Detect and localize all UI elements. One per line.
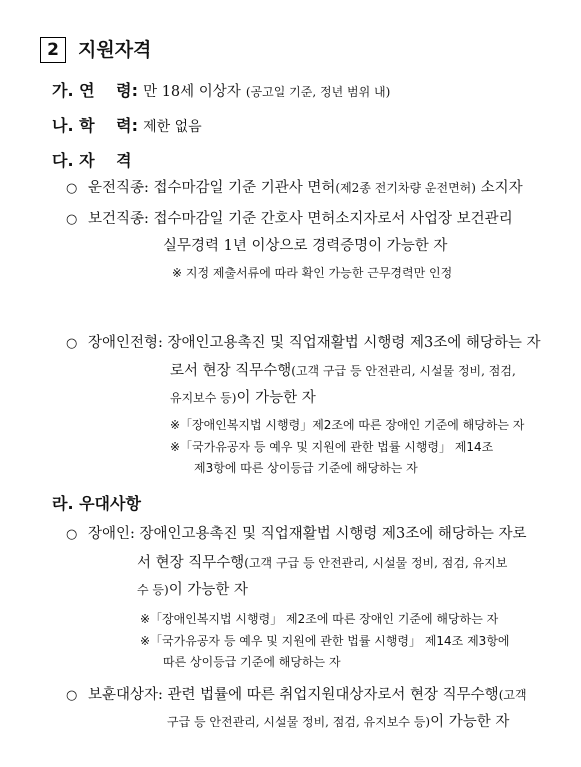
pref-veteran-line1a: 관련 법률에 따른 취업지원대상자로서 현장 직무수행	[167, 687, 499, 703]
pref-disabled-note2b: 따른 상이등급 기준에 해당하는 자	[163, 655, 341, 669]
qual-disabled-line3	[170, 388, 316, 408]
qual-disabled-row	[66, 333, 541, 354]
qual-health-note: ※ 지정 제출서류에 따라 확인 가능한 근무경력만 인정	[172, 266, 453, 280]
qual-disabled-line1: 장애인고용촉진 및 직업재활법 시행령 제3조에 해당하는 자	[167, 335, 541, 351]
pref-disabled-note2a: ※「국가유공자 등 예우 및 지원에 관한 법률 시행령」 제14조 제3항에	[140, 634, 510, 648]
section-number-box: 2	[40, 37, 66, 63]
age-label: 가. 연 령:	[52, 81, 138, 100]
qual-driving-main: 접수마감일 기준 기관사 면허	[153, 180, 336, 196]
qual-driving-label: 운전직종:	[87, 180, 149, 196]
qual-health-line2: 실무경력 1년 이상으로 경력증명이 가능한 자	[163, 238, 448, 254]
qual-health-line1: 접수마감일 기준 간호사 면허소지자로서 사업장 보건관리	[153, 211, 513, 227]
bullet-icon: ○	[66, 181, 78, 196]
pref-veteran-row	[66, 685, 527, 706]
pref-veteran-line1b: (고객	[498, 688, 527, 702]
pref-disabled-line3	[137, 580, 248, 600]
qual-disabled-note1: ※「장애인복지법 시행령」제2조에 따른 장애인 기준에 해당하는 자	[170, 418, 525, 432]
preference-label: 라. 우대사항	[52, 494, 141, 513]
qual-driving-row	[66, 178, 523, 199]
pref-disabled-line2	[137, 553, 507, 573]
qual-disabled-line2	[170, 361, 516, 381]
qual-disabled-line3b: 이 가능한 자	[236, 390, 316, 406]
qual-driving-note: (제2종 전기차량 운전면허)	[335, 181, 476, 195]
qual-health-label: 보건직종:	[87, 211, 149, 227]
qual-driving-tail: 소지자	[480, 180, 523, 196]
pref-disabled-line3a: 수 등)	[137, 583, 169, 597]
qual-disabled-line2b: (고객 구급 등 안전관리, 시설물 정비, 점검,	[291, 364, 516, 378]
bullet-icon: ○	[66, 527, 78, 542]
pref-disabled-line3b: 이 가능한 자	[168, 582, 248, 598]
qual-disabled-note2a: ※「국가유공자 등 예우 및 지원에 관한 법률 시행령」 제14조	[170, 440, 494, 454]
qual-disabled-note2b: 제3항에 따른 상이등급 기준에 해당하는 자	[194, 461, 418, 475]
pref-veteran-label: 보훈대상자:	[87, 687, 163, 703]
age-row	[52, 80, 390, 102]
pref-disabled-label: 장애인:	[87, 526, 135, 542]
section-title: 지원자격	[78, 39, 152, 61]
bullet-icon: ○	[66, 688, 78, 703]
education-value: 제한 없음	[143, 119, 202, 135]
pref-veteran-line2a: 구급 등 안전관리, 시설물 정비, 점검, 유지보수 등)	[167, 715, 431, 729]
qualification-label: 다. 자 격	[52, 151, 132, 170]
education-row	[52, 115, 202, 137]
pref-disabled-note1: ※「장애인복지법 시행령」 제2조에 따른 장애인 기준에 해당하는 자	[140, 612, 499, 626]
age-main: 만 18세 이상자	[143, 84, 241, 100]
pref-veteran-line2	[167, 712, 509, 732]
pref-disabled-line1: 장애인고용촉진 및 직업재활법 시행령 제3조에 해당하는 자로	[139, 526, 527, 542]
age-note: (공고일 기준, 정년 범위 내)	[245, 85, 391, 99]
qual-disabled-line2a: 로서 현장 직무수행	[170, 363, 292, 379]
qual-disabled-line3a: 유지보수 등)	[170, 391, 237, 405]
pref-disabled-row	[66, 524, 527, 545]
pref-disabled-line2a: 서 현장 직무수행	[137, 555, 245, 571]
education-label: 나. 학 력:	[52, 116, 138, 135]
bullet-icon: ○	[66, 212, 78, 227]
pref-veteran-line2b: 이 가능한 자	[430, 714, 510, 730]
bullet-icon: ○	[66, 336, 78, 351]
qual-disabled-label: 장애인전형:	[87, 335, 163, 351]
qual-health-row	[66, 209, 513, 230]
pref-disabled-line2b: (고객 구급 등 안전관리, 시설물 정비, 점검, 유지보	[244, 556, 508, 570]
